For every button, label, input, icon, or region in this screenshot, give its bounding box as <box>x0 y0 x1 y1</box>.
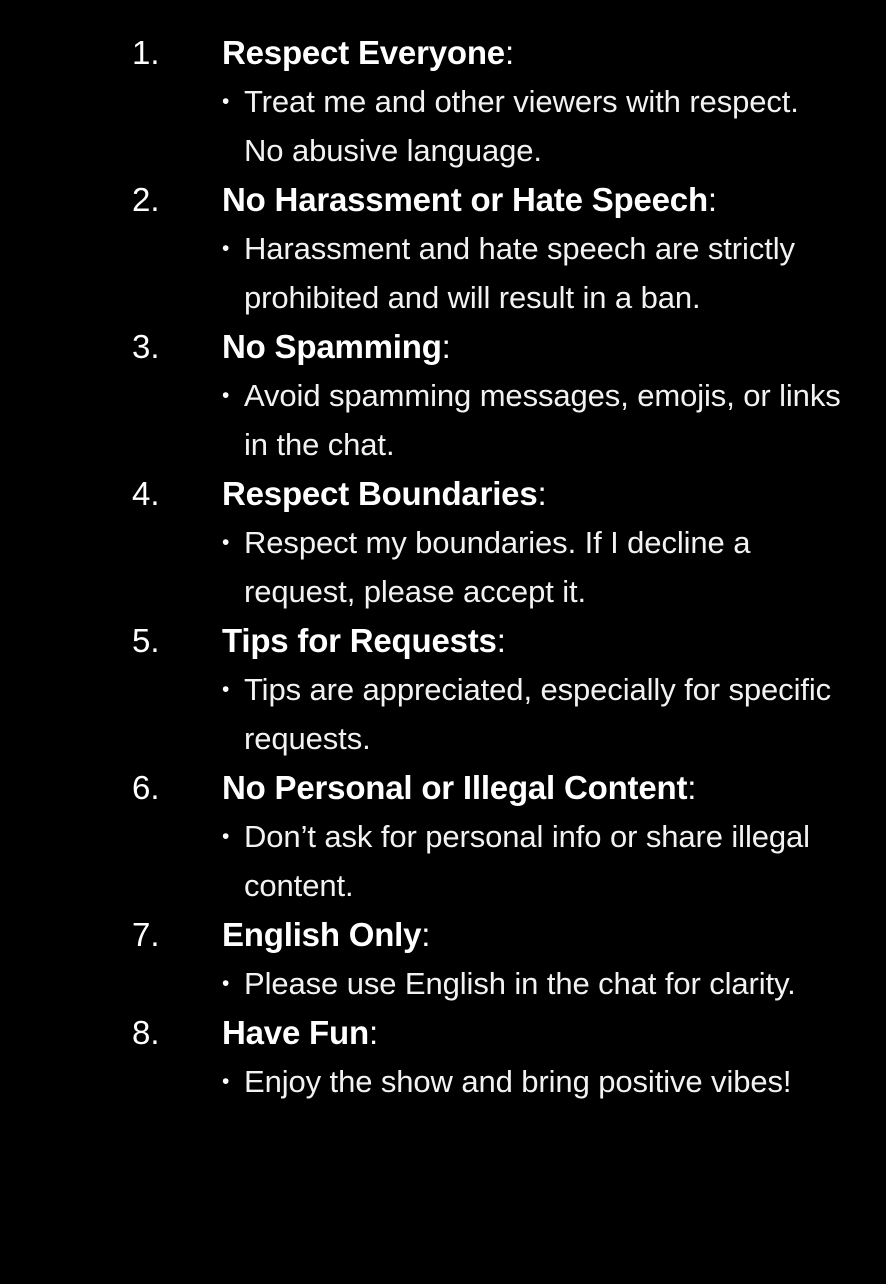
rule-detail-text: Treat me and other viewers with respect. No abusive language. <box>244 84 799 168</box>
rule-detail-list <box>222 812 846 910</box>
rule-title-colon: : <box>496 622 506 659</box>
rule-detail-text: Don’t ask for personal info or share illegal content. <box>244 819 810 903</box>
rule-number: 5. <box>132 622 160 659</box>
rule-title-text: Respect Boundaries <box>222 475 538 512</box>
rule-detail-text: Enjoy the show and bring positive vibes! <box>244 1064 792 1099</box>
rule-detail-item <box>222 665 846 763</box>
rule-number: 3. <box>132 328 160 365</box>
rules-list <box>40 28 846 1106</box>
rule-title <box>222 322 846 371</box>
rule-detail-item <box>222 371 846 469</box>
rule-detail-list <box>222 77 846 175</box>
rule-title-colon: : <box>441 328 451 365</box>
rule-number: 1. <box>132 34 160 71</box>
rule-item <box>40 1008 846 1106</box>
rule-detail-item <box>222 77 846 175</box>
rule-number: 2. <box>132 181 160 218</box>
rule-title <box>222 910 846 959</box>
rule-item <box>40 175 846 322</box>
rule-detail-list <box>222 959 846 1008</box>
rule-detail-list <box>222 665 846 763</box>
rule-title-colon: : <box>368 1014 378 1051</box>
bullet-icon: • <box>222 237 230 260</box>
bullet-icon: • <box>222 384 230 407</box>
rule-detail-text: Please use English in the chat for clarity. <box>244 966 796 1001</box>
rule-detail-list <box>222 371 846 469</box>
rule-detail-item <box>222 518 846 616</box>
rule-title-colon: : <box>707 181 717 218</box>
rule-item <box>40 910 846 1008</box>
rule-title <box>222 1008 846 1057</box>
rule-detail-text: Respect my boundaries. If I decline a request, please accept it. <box>244 525 751 609</box>
rule-number: 7. <box>132 916 160 953</box>
rule-title <box>222 763 846 812</box>
rule-detail-text: Harassment and hate speech are strictly prohibited and will result in a ban. <box>244 231 795 315</box>
rule-item <box>40 469 846 616</box>
bullet-icon: • <box>222 825 230 848</box>
rule-detail-item <box>222 1057 846 1106</box>
rule-item <box>40 616 846 763</box>
rule-number: 6. <box>132 769 160 806</box>
rule-item <box>40 28 846 175</box>
rule-title-text: No Harassment or Hate Speech <box>222 181 708 218</box>
bullet-icon: • <box>222 972 230 995</box>
rule-title-colon: : <box>687 769 697 806</box>
rule-title-colon: : <box>421 916 431 953</box>
rule-item <box>40 763 846 910</box>
rule-title <box>222 28 846 77</box>
bullet-icon: • <box>222 678 230 701</box>
rule-item <box>40 322 846 469</box>
bullet-icon: • <box>222 531 230 554</box>
rule-detail-list <box>222 224 846 322</box>
rule-title <box>222 469 846 518</box>
rule-title-colon: : <box>537 475 547 512</box>
rule-detail-list <box>222 1057 846 1106</box>
rule-detail-item <box>222 224 846 322</box>
rule-detail-text: Tips are appreciated, especially for specific requests. <box>244 672 832 756</box>
rule-title-text: No Spamming <box>222 328 442 365</box>
rule-title-text: No Personal or Illegal Content <box>222 769 688 806</box>
bullet-icon: • <box>222 90 230 113</box>
rule-title <box>222 175 846 224</box>
rule-title-colon: : <box>504 34 514 71</box>
rule-title-text: English Only <box>222 916 422 953</box>
rule-title-text: Have Fun <box>222 1014 369 1051</box>
rule-number: 4. <box>132 475 160 512</box>
bullet-icon: • <box>222 1070 230 1093</box>
rule-title-text: Respect Everyone <box>222 34 505 71</box>
rule-title-text: Tips for Requests <box>222 622 497 659</box>
rule-detail-item <box>222 812 846 910</box>
rule-title <box>222 616 846 665</box>
rule-detail-list <box>222 518 846 616</box>
rule-number: 8. <box>132 1014 160 1051</box>
rule-detail-item <box>222 959 846 1008</box>
rule-detail-text: Avoid spamming messages, emojis, or links in the chat. <box>244 378 841 462</box>
